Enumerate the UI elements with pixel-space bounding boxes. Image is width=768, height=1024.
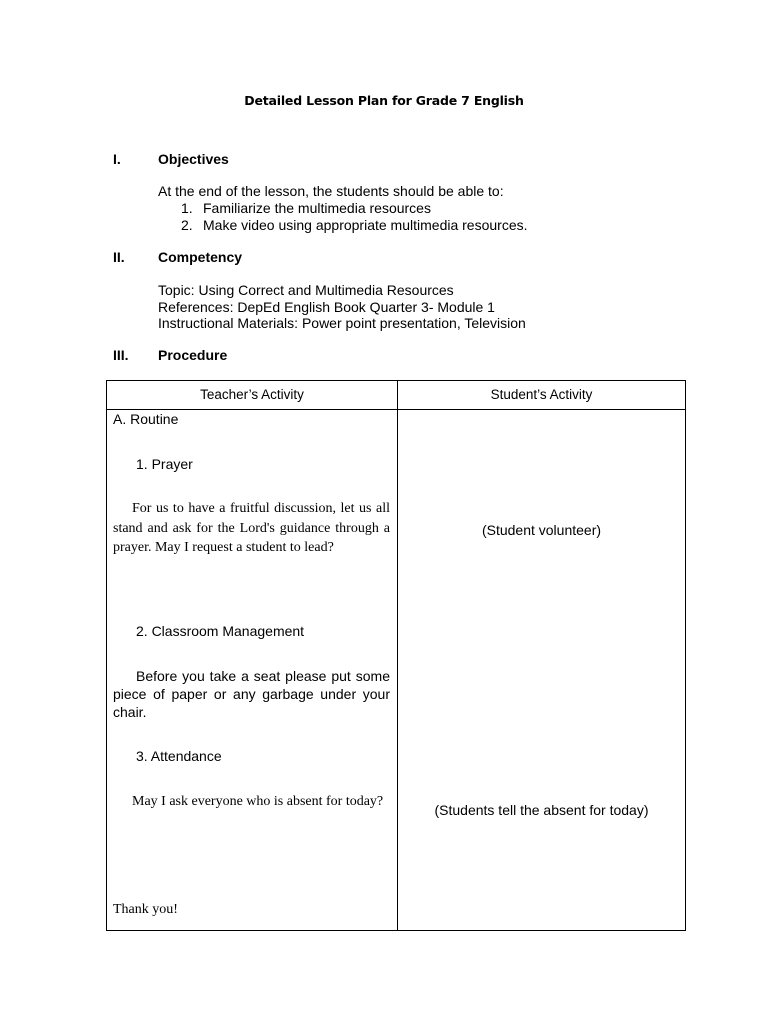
routine-heading: A. Routine bbox=[113, 411, 179, 427]
section-number-objectives: I. bbox=[113, 151, 121, 167]
competency-references: References: DepEd English Book Quarter 3- Module 1 bbox=[158, 299, 495, 315]
table-header-divider bbox=[107, 409, 685, 410]
section-title-procedure: Procedure bbox=[158, 347, 228, 363]
student-prayer-response: (Student volunteer) bbox=[481, 522, 602, 538]
objective-number: 1. bbox=[181, 200, 193, 216]
procedure-table bbox=[106, 380, 686, 931]
objective-number: 2. bbox=[181, 217, 193, 233]
document-title: Detailed Lesson Plan for Grade 7 English bbox=[244, 93, 524, 108]
objective-item: Make video using appropriate multimedia resources. bbox=[203, 217, 528, 233]
prayer-heading: 1. Prayer bbox=[136, 456, 193, 472]
thank-you-text: Thank you! bbox=[113, 902, 178, 917]
section-title-competency: Competency bbox=[158, 249, 243, 265]
section-number-procedure: III. bbox=[113, 347, 129, 363]
classroom-management-text: Before you take a seat please put some piece of paper or any garbage under your chair. bbox=[113, 668, 390, 720]
attendance-text: May I ask everyone who is absent for today? bbox=[132, 794, 384, 809]
attendance-heading: 3. Attendance bbox=[136, 748, 222, 764]
student-activity-header: Student’s Activity bbox=[490, 387, 593, 402]
competency-topic: Topic: Using Correct and Multimedia Resources bbox=[158, 282, 454, 298]
classroom-management-heading: 2. Classroom Management bbox=[136, 623, 305, 639]
student-attendance-response: (Students tell the absent for today) bbox=[434, 802, 649, 818]
objective-item: Familiarize the multimedia resources bbox=[203, 200, 431, 216]
section-number-competency: II. bbox=[113, 249, 125, 265]
teacher-activity-header: Teacher’s Activity bbox=[200, 387, 304, 402]
table-column-divider bbox=[397, 381, 398, 930]
objectives-intro: At the end of the lesson, the students should be able to: bbox=[158, 183, 504, 199]
competency-materials: Instructional Materials: Power point presentation, Television bbox=[158, 315, 526, 331]
prayer-text: For us to have a fruitful discussion, let us all stand and ask for the Lord's guidance through a prayer. May I request a student to lead? bbox=[113, 501, 390, 555]
section-title-objectives: Objectives bbox=[158, 151, 229, 167]
